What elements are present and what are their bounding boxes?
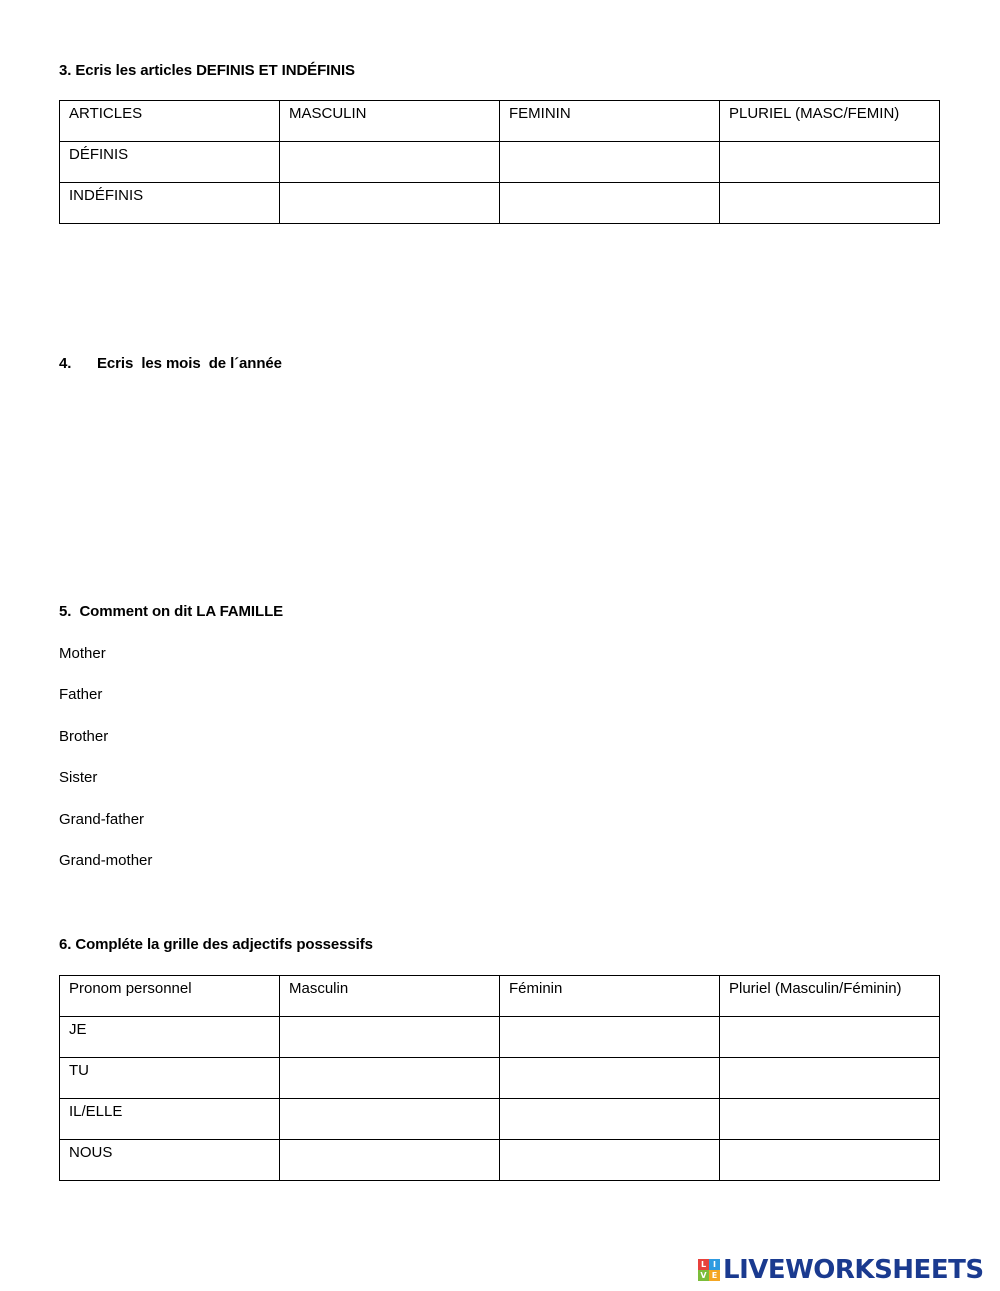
section-4-number: 4. xyxy=(59,355,72,372)
header-cell: Pronom personnel xyxy=(60,976,280,1017)
family-item-brother: Brother xyxy=(59,728,109,745)
row-label-cell: INDÉFINIS xyxy=(60,183,280,224)
row-label-cell: TU xyxy=(60,1058,280,1099)
answer-cell[interactable] xyxy=(280,1140,500,1181)
answer-cell[interactable] xyxy=(720,1140,940,1181)
row-label-cell: JE xyxy=(60,1017,280,1058)
articles-table xyxy=(59,100,940,224)
answer-cell[interactable] xyxy=(500,1140,720,1181)
badge-letter-e: E xyxy=(709,1270,720,1281)
table-header-row xyxy=(60,976,940,1017)
table-header-row xyxy=(60,101,940,142)
answer-cell[interactable] xyxy=(500,183,720,224)
answer-cell[interactable] xyxy=(720,183,940,224)
logo-badge-icon xyxy=(698,1259,720,1281)
answer-cell[interactable] xyxy=(500,1058,720,1099)
answer-cell[interactable] xyxy=(500,1017,720,1058)
answer-cell[interactable] xyxy=(280,1058,500,1099)
family-item-father: Father xyxy=(59,686,103,703)
badge-letter-l: L xyxy=(698,1259,709,1270)
section-4-title: Ecris les mois de l´année xyxy=(97,355,282,372)
possessives-table xyxy=(59,975,940,1181)
header-cell: Féminin xyxy=(500,976,720,1017)
section-3-title: 3. Ecris les articles DEFINIS ET INDÉFINIS xyxy=(59,62,355,79)
section-6-title: 6. Compléte la grille des adjectifs possessifs xyxy=(59,936,373,953)
row-label-cell: DÉFINIS xyxy=(60,142,280,183)
answer-cell[interactable] xyxy=(280,142,500,183)
answer-cell[interactable] xyxy=(280,1099,500,1140)
answer-cell[interactable] xyxy=(720,1017,940,1058)
row-label-cell: IL/ELLE xyxy=(60,1099,280,1140)
answer-cell[interactable] xyxy=(280,1017,500,1058)
badge-letter-v: V xyxy=(698,1270,709,1281)
family-item-grand-mother: Grand-mother xyxy=(59,852,153,869)
answer-cell[interactable] xyxy=(280,183,500,224)
row-label-cell: NOUS xyxy=(60,1140,280,1181)
table-row xyxy=(60,1017,940,1058)
family-item-mother: Mother xyxy=(59,645,106,662)
answer-cell[interactable] xyxy=(720,1099,940,1140)
header-cell: PLURIEL (MASC/FEMIN) xyxy=(720,101,940,142)
table-row xyxy=(60,1099,940,1140)
header-cell: ARTICLES xyxy=(60,101,280,142)
family-item-sister: Sister xyxy=(59,769,98,786)
answer-cell[interactable] xyxy=(500,1099,720,1140)
header-cell: MASCULIN xyxy=(280,101,500,142)
badge-letter-i: I xyxy=(709,1259,720,1270)
header-cell: Pluriel (Masculin/Féminin) xyxy=(720,976,940,1017)
answer-cell[interactable] xyxy=(720,1058,940,1099)
header-cell: Masculin xyxy=(280,976,500,1017)
family-item-grand-father: Grand-father xyxy=(59,811,145,828)
section-5-title: 5. Comment on dit LA FAMILLE xyxy=(59,603,284,620)
table-row xyxy=(60,183,940,224)
answer-cell[interactable] xyxy=(720,142,940,183)
header-cell: FEMININ xyxy=(500,101,720,142)
logo-wordmark: LIVEWORKSHEETS xyxy=(723,1255,984,1285)
table-row xyxy=(60,142,940,183)
table-row xyxy=(60,1058,940,1099)
table-row xyxy=(60,1140,940,1181)
liveworksheets-logo xyxy=(698,1256,984,1284)
answer-cell[interactable] xyxy=(500,142,720,183)
